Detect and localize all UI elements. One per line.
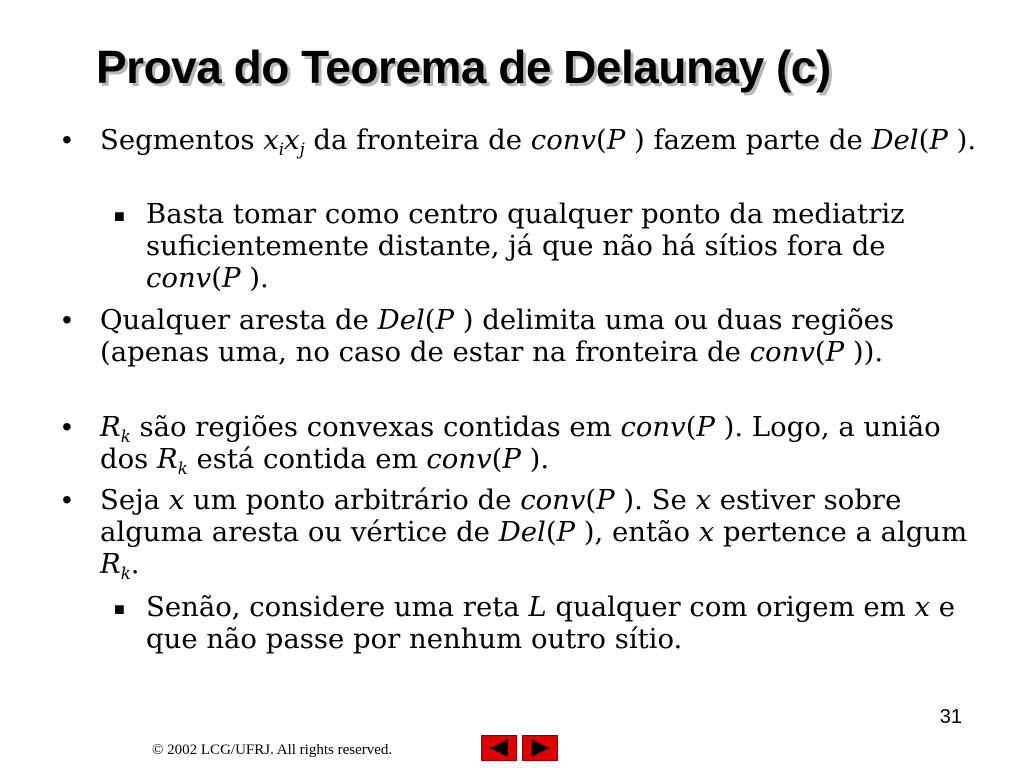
triangle-right-icon [523, 736, 557, 760]
paren: ( [685, 411, 697, 443]
var-P: P [502, 443, 521, 475]
term-conv: conv [749, 336, 815, 368]
text: ). Logo, a união dos [100, 411, 941, 475]
var-P: P [435, 304, 455, 336]
subscript-i: i [278, 139, 285, 159]
var-R: R [157, 443, 178, 475]
term-del: Del [871, 124, 919, 156]
term-conv: conv [146, 262, 212, 294]
paren: ( [491, 443, 503, 475]
text: Senão, considere uma reta [146, 591, 529, 623]
var-R: R [100, 548, 121, 580]
text: Segmentos [100, 124, 264, 156]
next-slide-button[interactable] [522, 735, 558, 761]
term-conv: conv [530, 124, 597, 156]
var-P: P [556, 516, 576, 548]
var-P: P [596, 484, 615, 516]
text: ). [947, 124, 977, 156]
var-P: P [606, 124, 626, 156]
text: ). [240, 262, 269, 294]
bullet-marker: • [62, 124, 72, 155]
sub-bullet-item-2 [114, 591, 966, 655]
var-P: P [221, 262, 241, 294]
subscript-j: j [299, 139, 305, 159]
bullet-marker: • [62, 304, 72, 335]
subscript-k: k [177, 458, 188, 478]
var-x: x [695, 484, 711, 516]
var-L: L [528, 591, 547, 623]
text: . [130, 548, 140, 580]
paren: ( [545, 516, 557, 548]
slide-number: 31 [939, 706, 962, 728]
text: estiver sobre alguma aresta ou vértice de [100, 484, 902, 548]
text: e que não passe por nenhum outro sítio. [146, 591, 956, 655]
text: qualquer com origem em [546, 591, 915, 623]
paren: ( [814, 336, 826, 368]
term-conv: conv [426, 443, 492, 475]
term-del: Del [498, 516, 546, 548]
triangle-left-icon [482, 736, 516, 760]
text: ). Se [614, 484, 696, 516]
paren: ( [211, 262, 222, 294]
var-x: x [698, 516, 715, 548]
text: ) delimita uma ou duas regiões (apenas uma, no caso de estar na fronteira de [100, 304, 895, 368]
text: pertence a algum [714, 516, 968, 548]
text: está contida em [187, 443, 427, 475]
text: )). [844, 336, 884, 368]
var-x: x [263, 124, 279, 156]
var-x: x [914, 591, 930, 623]
bullet-item-2 [62, 304, 980, 368]
sub-bullet-marker: ■ [114, 206, 125, 226]
var-R: R [100, 411, 121, 443]
paren: ( [596, 124, 607, 156]
sub-bullet-marker: ■ [114, 599, 125, 619]
text: Seja [100, 484, 169, 516]
term-conv: conv [620, 411, 686, 443]
var-P: P [825, 336, 845, 368]
var-x: x [284, 124, 300, 156]
slide-title: Prova do Teorema de Delaunay (c) [96, 41, 831, 93]
paren: ( [424, 304, 436, 336]
text: são regiões convexas contidas em [130, 411, 621, 443]
term-conv: conv [520, 484, 586, 516]
text: ), então [575, 516, 699, 548]
var-x: x [168, 484, 185, 516]
paren: ( [585, 484, 597, 516]
text: Qualquer aresta de [100, 304, 378, 336]
text: da fronteira de [304, 124, 531, 156]
subscript-k: k [120, 563, 131, 583]
previous-slide-button[interactable] [481, 735, 517, 761]
var-P: P [696, 411, 715, 443]
bullet-item-4 [62, 484, 980, 583]
bullet-item-3 [62, 411, 980, 478]
term-del: Del [377, 304, 425, 336]
text: Basta tomar como centro qualquer ponto da mediatriz suficientemente distante, já que não há sítios fora de [146, 198, 905, 262]
bullet-item-1 [62, 124, 980, 159]
text: um ponto arbitrário de [184, 484, 521, 516]
text: ). [520, 443, 550, 475]
sub-bullet-item-1 [114, 198, 966, 294]
bullet-marker: • [62, 411, 72, 442]
text: ) fazem parte de [625, 124, 872, 156]
var-P: P [929, 124, 948, 156]
bullet-marker: • [62, 484, 72, 515]
paren: ( [918, 124, 930, 156]
copyright-notice: © 2002 LCG/UFRJ. All rights reserved. [152, 742, 393, 758]
subscript-k: k [120, 426, 131, 446]
